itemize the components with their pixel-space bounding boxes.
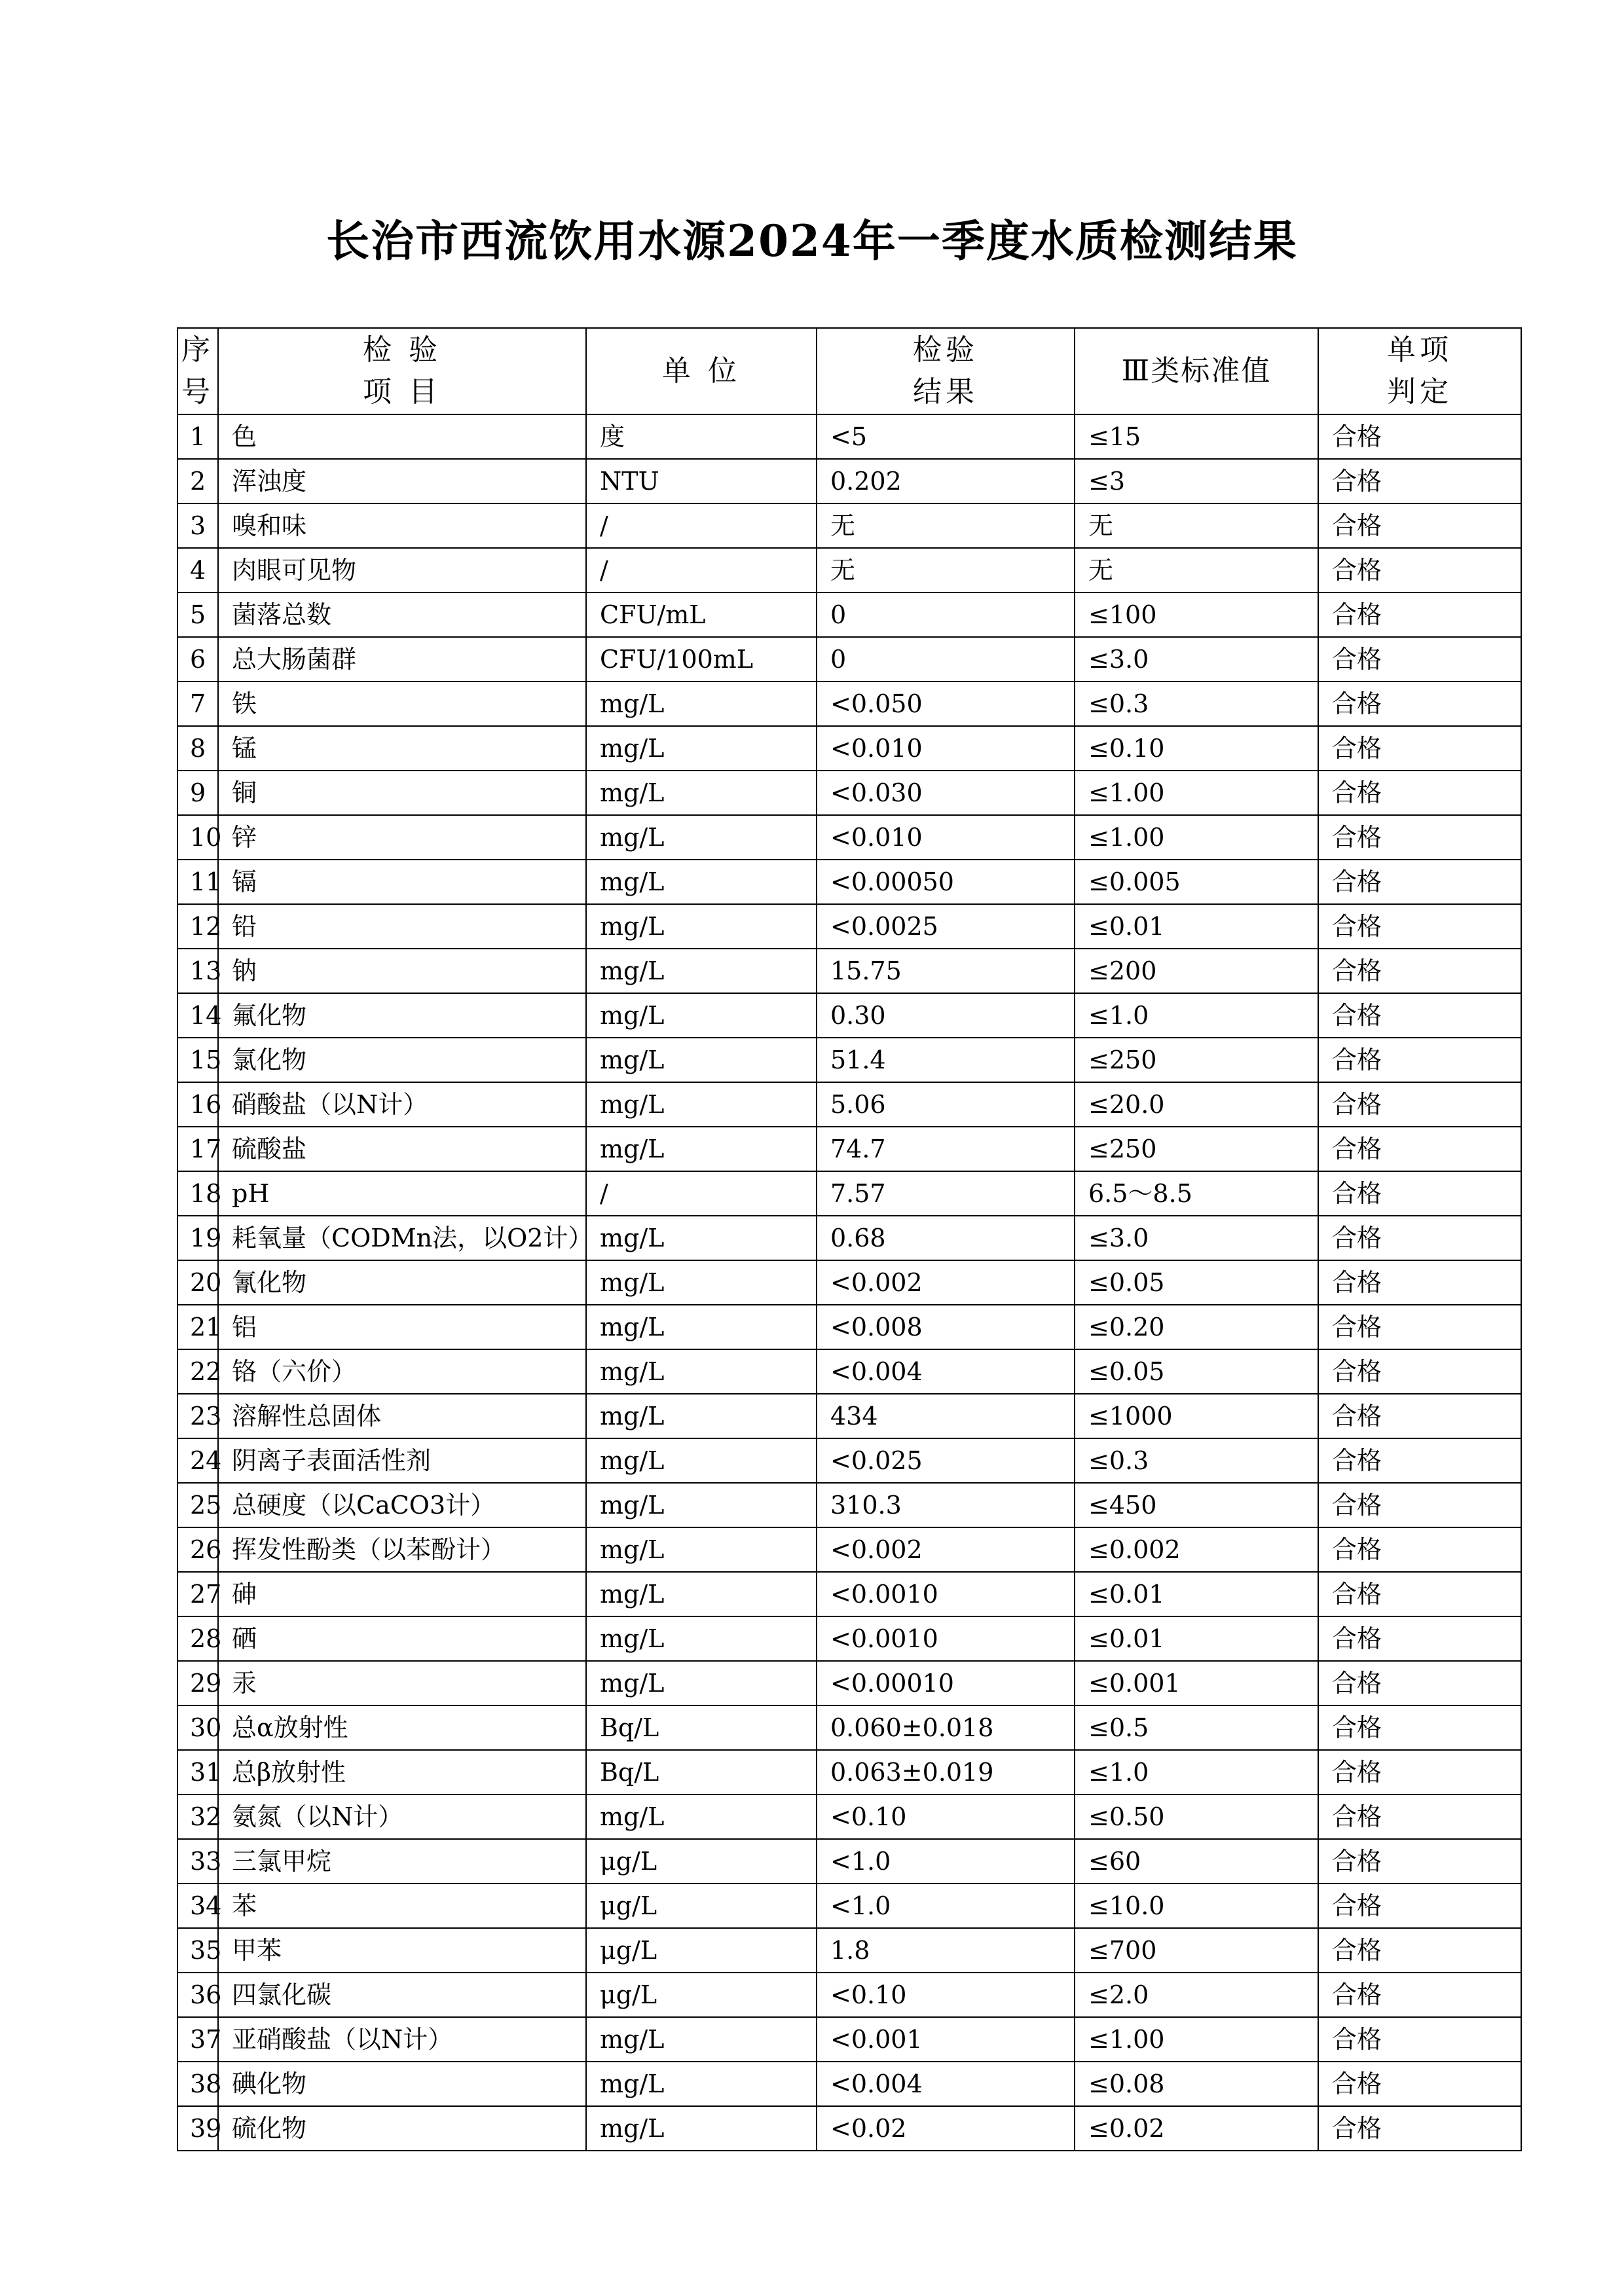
cell-standard: ≤1.0: [1075, 993, 1318, 1038]
cell-no: 15: [177, 1038, 218, 1082]
table-row: [177, 1394, 1521, 1438]
cell-standard: ≤1.00: [1075, 815, 1318, 860]
table-row: [177, 414, 1521, 459]
cell-no: 14: [177, 993, 218, 1038]
cell-standard: ≤15: [1075, 414, 1318, 459]
cell-no: 16: [177, 1082, 218, 1127]
cell-item: 总硬度（以CaCO3计）: [218, 1483, 586, 1527]
cell-no: 28: [177, 1616, 218, 1661]
cell-unit: CFU/mL: [586, 592, 817, 637]
cell-judgement: 合格: [1318, 1795, 1521, 1839]
cell-judgement: 合格: [1318, 1750, 1521, 1795]
cell-judgement: 合格: [1318, 1572, 1521, 1616]
header-item-line: 项 目: [363, 375, 441, 409]
table-row: [177, 1705, 1521, 1750]
cell-result: <0.030: [817, 771, 1075, 815]
cell-unit: μg/L: [586, 1928, 817, 1973]
table-row: [177, 1349, 1521, 1394]
table-row: [177, 1795, 1521, 1839]
cell-judgement: 合格: [1318, 682, 1521, 726]
header-judgement-line: 判定: [1387, 375, 1452, 409]
cell-unit: mg/L: [586, 1127, 817, 1171]
cell-standard: ≤20.0: [1075, 1082, 1318, 1127]
cell-unit: mg/L: [586, 1438, 817, 1483]
cell-item: 阴离子表面活性剂: [218, 1438, 586, 1483]
cell-result: <0.0010: [817, 1572, 1075, 1616]
cell-unit: mg/L: [586, 1795, 817, 1839]
cell-result: <0.00050: [817, 860, 1075, 904]
table-row: [177, 1483, 1521, 1527]
cell-no: 30: [177, 1705, 218, 1750]
cell-unit: mg/L: [586, 1038, 817, 1082]
cell-unit: mg/L: [586, 1527, 817, 1572]
cell-result: 无: [817, 548, 1075, 592]
table-row: [177, 815, 1521, 860]
cell-result: 1.8: [817, 1928, 1075, 1973]
cell-unit: μg/L: [586, 1839, 817, 1884]
cell-no: 5: [177, 592, 218, 637]
cell-judgement: 合格: [1318, 904, 1521, 949]
cell-unit: mg/L: [586, 682, 817, 726]
cell-judgement: 合格: [1318, 1973, 1521, 2017]
cell-standard: ≤0.001: [1075, 1661, 1318, 1705]
table-row: [177, 993, 1521, 1038]
cell-judgement: 合格: [1318, 1216, 1521, 1260]
cell-no: 20: [177, 1260, 218, 1305]
cell-result: <0.002: [817, 1527, 1075, 1572]
cell-judgement: 合格: [1318, 771, 1521, 815]
cell-item: 挥发性酚类（以苯酚计）: [218, 1527, 586, 1572]
cell-result: <5: [817, 414, 1075, 459]
cell-result: <1.0: [817, 1884, 1075, 1928]
cell-item: 苯: [218, 1884, 586, 1928]
cell-item: 硒: [218, 1616, 586, 1661]
cell-standard: ≤700: [1075, 1928, 1318, 1973]
cell-result: 0.060±0.018: [817, 1705, 1075, 1750]
cell-no: 26: [177, 1527, 218, 1572]
cell-standard: ≤1.00: [1075, 2017, 1318, 2062]
cell-item: 氟化物: [218, 993, 586, 1038]
cell-judgement: 合格: [1318, 503, 1521, 548]
table-row: [177, 1082, 1521, 1127]
cell-item: 甲苯: [218, 1928, 586, 1973]
cell-item: 碘化物: [218, 2062, 586, 2106]
cell-no: 32: [177, 1795, 218, 1839]
cell-judgement: 合格: [1318, 726, 1521, 771]
cell-result: 0.202: [817, 459, 1075, 503]
cell-unit: mg/L: [586, 1483, 817, 1527]
cell-standard: ≤0.05: [1075, 1349, 1318, 1394]
cell-result: 5.06: [817, 1082, 1075, 1127]
cell-unit: mg/L: [586, 815, 817, 860]
cell-no: 19: [177, 1216, 218, 1260]
table-header-row: [177, 328, 1521, 414]
cell-judgement: 合格: [1318, 860, 1521, 904]
cell-no: 3: [177, 503, 218, 548]
table-row: [177, 1260, 1521, 1305]
cell-result: 0: [817, 637, 1075, 682]
cell-unit: Bq/L: [586, 1750, 817, 1795]
cell-result: 无: [817, 503, 1075, 548]
cell-standard: ≤0.01: [1075, 904, 1318, 949]
table-row: [177, 1750, 1521, 1795]
cell-judgement: 合格: [1318, 1082, 1521, 1127]
cell-item: 色: [218, 414, 586, 459]
cell-item: 汞: [218, 1661, 586, 1705]
cell-unit: μg/L: [586, 1884, 817, 1928]
cell-judgement: 合格: [1318, 1884, 1521, 1928]
cell-standard: ≤0.01: [1075, 1616, 1318, 1661]
table-row: [177, 1438, 1521, 1483]
cell-no: 36: [177, 1973, 218, 2017]
table-row: [177, 1171, 1521, 1216]
cell-result: <0.010: [817, 815, 1075, 860]
cell-item: 镉: [218, 860, 586, 904]
cell-no: 38: [177, 2062, 218, 2106]
table-row: [177, 1973, 1521, 2017]
cell-result: <1.0: [817, 1839, 1075, 1884]
cell-unit: Bq/L: [586, 1705, 817, 1750]
cell-judgement: 合格: [1318, 414, 1521, 459]
header-result-line: 检验: [913, 333, 978, 367]
cell-standard: ≤1.0: [1075, 1750, 1318, 1795]
cell-standard: ≤0.002: [1075, 1527, 1318, 1572]
cell-result: 310.3: [817, 1483, 1075, 1527]
cell-unit: mg/L: [586, 2017, 817, 2062]
cell-standard: ≤0.08: [1075, 2062, 1318, 2106]
cell-unit: /: [586, 503, 817, 548]
cell-judgement: 合格: [1318, 1171, 1521, 1216]
cell-result: 15.75: [817, 949, 1075, 993]
cell-unit: mg/L: [586, 1082, 817, 1127]
header-standard: [1075, 328, 1318, 414]
cell-result: <0.050: [817, 682, 1075, 726]
cell-item: 铁: [218, 682, 586, 726]
cell-unit: μg/L: [586, 1973, 817, 2017]
cell-result: <0.010: [817, 726, 1075, 771]
cell-no: 13: [177, 949, 218, 993]
cell-no: 21: [177, 1305, 218, 1349]
cell-unit: mg/L: [586, 771, 817, 815]
cell-item: 氯化物: [218, 1038, 586, 1082]
cell-standard: ≤250: [1075, 1038, 1318, 1082]
cell-item: 溶解性总固体: [218, 1394, 586, 1438]
cell-standard: ≤0.3: [1075, 682, 1318, 726]
cell-result: 0.063±0.019: [817, 1750, 1075, 1795]
table-row: [177, 2017, 1521, 2062]
cell-judgement: 合格: [1318, 1527, 1521, 1572]
cell-standard: ≤250: [1075, 1127, 1318, 1171]
cell-unit: mg/L: [586, 1305, 817, 1349]
header-no: [177, 328, 218, 414]
cell-judgement: 合格: [1318, 548, 1521, 592]
table-row: [177, 592, 1521, 637]
cell-no: 29: [177, 1661, 218, 1705]
cell-standard: ≤450: [1075, 1483, 1318, 1527]
cell-judgement: 合格: [1318, 815, 1521, 860]
table-row: [177, 548, 1521, 592]
cell-result: 51.4: [817, 1038, 1075, 1082]
cell-result: <0.004: [817, 1349, 1075, 1394]
cell-standard: 无: [1075, 548, 1318, 592]
cell-standard: ≤10.0: [1075, 1884, 1318, 1928]
cell-item: 三氯甲烷: [218, 1839, 586, 1884]
cell-result: 0.68: [817, 1216, 1075, 1260]
cell-standard: ≤1.00: [1075, 771, 1318, 815]
cell-item: 铜: [218, 771, 586, 815]
cell-unit: NTU: [586, 459, 817, 503]
cell-unit: mg/L: [586, 860, 817, 904]
table-row: [177, 860, 1521, 904]
table-row: [177, 1616, 1521, 1661]
table-row: [177, 1127, 1521, 1171]
cell-judgement: 合格: [1318, 1705, 1521, 1750]
header-item: [218, 328, 586, 414]
cell-no: 6: [177, 637, 218, 682]
cell-item: 氰化物: [218, 1260, 586, 1305]
table-row: [177, 726, 1521, 771]
cell-standard: 6.5～8.5: [1075, 1171, 1318, 1216]
cell-no: 33: [177, 1839, 218, 1884]
cell-judgement: 合格: [1318, 459, 1521, 503]
cell-result: <0.10: [817, 1795, 1075, 1839]
cell-standard: ≤2.0: [1075, 1973, 1318, 2017]
cell-judgement: 合格: [1318, 1305, 1521, 1349]
table-row: [177, 1884, 1521, 1928]
header-unit: [586, 328, 817, 414]
cell-item: 总β放射性: [218, 1750, 586, 1795]
table-row: [177, 1305, 1521, 1349]
cell-no: 17: [177, 1127, 218, 1171]
cell-item: 锌: [218, 815, 586, 860]
cell-standard: ≤3.0: [1075, 637, 1318, 682]
cell-judgement: 合格: [1318, 1438, 1521, 1483]
cell-unit: CFU/100mL: [586, 637, 817, 682]
cell-judgement: 合格: [1318, 2062, 1521, 2106]
cell-unit: /: [586, 1171, 817, 1216]
header-judgement: [1318, 328, 1521, 414]
cell-item: 四氯化碳: [218, 1973, 586, 2017]
cell-result: 434: [817, 1394, 1075, 1438]
cell-no: 1: [177, 414, 218, 459]
cell-unit: mg/L: [586, 1260, 817, 1305]
cell-no: 12: [177, 904, 218, 949]
cell-unit: mg/L: [586, 2106, 817, 2151]
cell-judgement: 合格: [1318, 993, 1521, 1038]
cell-judgement: 合格: [1318, 592, 1521, 637]
cell-standard: ≤0.20: [1075, 1305, 1318, 1349]
table-row: [177, 2106, 1521, 2151]
cell-result: <0.02: [817, 2106, 1075, 2151]
table-row: [177, 682, 1521, 726]
cell-result: <0.10: [817, 1973, 1075, 2017]
table-row: [177, 1839, 1521, 1884]
cell-no: 34: [177, 1884, 218, 1928]
cell-judgement: 合格: [1318, 1661, 1521, 1705]
cell-no: 8: [177, 726, 218, 771]
table-row: [177, 1572, 1521, 1616]
cell-result: <0.0010: [817, 1616, 1075, 1661]
cell-unit: mg/L: [586, 1616, 817, 1661]
cell-no: 39: [177, 2106, 218, 2151]
cell-no: 2: [177, 459, 218, 503]
cell-unit: /: [586, 548, 817, 592]
header-unit-line: 单 位: [662, 354, 741, 388]
cell-judgement: 合格: [1318, 1127, 1521, 1171]
cell-item: 铅: [218, 904, 586, 949]
cell-result: <0.008: [817, 1305, 1075, 1349]
cell-standard: ≤3.0: [1075, 1216, 1318, 1260]
cell-no: 7: [177, 682, 218, 726]
cell-unit: 度: [586, 414, 817, 459]
cell-unit: mg/L: [586, 2062, 817, 2106]
cell-standard: ≤0.3: [1075, 1438, 1318, 1483]
cell-unit: mg/L: [586, 726, 817, 771]
cell-unit: mg/L: [586, 1572, 817, 1616]
table-row: [177, 2062, 1521, 2106]
cell-judgement: 合格: [1318, 1928, 1521, 1973]
cell-item: 嗅和味: [218, 503, 586, 548]
cell-standard: ≤0.02: [1075, 2106, 1318, 2151]
table-row: [177, 503, 1521, 548]
cell-unit: mg/L: [586, 1216, 817, 1260]
cell-no: 25: [177, 1483, 218, 1527]
cell-standard: ≤60: [1075, 1839, 1318, 1884]
cell-standard: 无: [1075, 503, 1318, 548]
cell-no: 10: [177, 815, 218, 860]
table-row: [177, 771, 1521, 815]
cell-unit: mg/L: [586, 949, 817, 993]
cell-item: 铝: [218, 1305, 586, 1349]
cell-result: 7.57: [817, 1171, 1075, 1216]
cell-result: 0: [817, 592, 1075, 637]
results-table: [177, 327, 1522, 2151]
cell-item: 铬（六价）: [218, 1349, 586, 1394]
cell-unit: mg/L: [586, 993, 817, 1038]
cell-judgement: 合格: [1318, 2017, 1521, 2062]
cell-unit: mg/L: [586, 1661, 817, 1705]
table-row: [177, 949, 1521, 993]
cell-no: 24: [177, 1438, 218, 1483]
cell-judgement: 合格: [1318, 1394, 1521, 1438]
cell-no: 22: [177, 1349, 218, 1394]
cell-result: 74.7: [817, 1127, 1075, 1171]
cell-standard: ≤0.05: [1075, 1260, 1318, 1305]
header-item-line: 检 验: [363, 333, 441, 367]
cell-no: 4: [177, 548, 218, 592]
cell-item: pH: [218, 1171, 586, 1216]
header-result-line: 结果: [913, 375, 978, 409]
cell-result: <0.004: [817, 2062, 1075, 2106]
cell-judgement: 合格: [1318, 1260, 1521, 1305]
cell-no: 9: [177, 771, 218, 815]
cell-judgement: 合格: [1318, 1349, 1521, 1394]
cell-item: 耗氧量（CODMn法，以O2计）: [218, 1216, 586, 1260]
table-row: [177, 1216, 1521, 1260]
cell-no: 11: [177, 860, 218, 904]
cell-result: <0.001: [817, 2017, 1075, 2062]
cell-result: 0.30: [817, 993, 1075, 1038]
cell-item: 菌落总数: [218, 592, 586, 637]
cell-item: 氨氮（以N计）: [218, 1795, 586, 1839]
page-title: 长治市西流饮用水源2024年一季度水质检测结果: [326, 215, 1298, 266]
cell-no: 27: [177, 1572, 218, 1616]
table-row: [177, 1661, 1521, 1705]
table-row: [177, 459, 1521, 503]
header-judgement-line: 单项: [1387, 333, 1452, 367]
table-row: [177, 1928, 1521, 1973]
cell-standard: ≤0.01: [1075, 1572, 1318, 1616]
cell-judgement: 合格: [1318, 1483, 1521, 1527]
cell-item: 亚硝酸盐（以N计）: [218, 2017, 586, 2062]
cell-standard: ≤0.005: [1075, 860, 1318, 904]
table-row: [177, 637, 1521, 682]
header-no-line: 号: [181, 375, 214, 409]
cell-result: <0.025: [817, 1438, 1075, 1483]
cell-item: 浑浊度: [218, 459, 586, 503]
cell-standard: ≤3: [1075, 459, 1318, 503]
cell-standard: ≤200: [1075, 949, 1318, 993]
cell-standard: ≤0.50: [1075, 1795, 1318, 1839]
cell-judgement: 合格: [1318, 637, 1521, 682]
cell-standard: ≤0.10: [1075, 726, 1318, 771]
table-row: [177, 904, 1521, 949]
cell-standard: ≤0.5: [1075, 1705, 1318, 1750]
cell-standard: ≤1000: [1075, 1394, 1318, 1438]
cell-unit: mg/L: [586, 1394, 817, 1438]
cell-result: <0.002: [817, 1260, 1075, 1305]
cell-item: 硫化物: [218, 2106, 586, 2151]
cell-no: 23: [177, 1394, 218, 1438]
cell-item: 肉眼可见物: [218, 548, 586, 592]
cell-judgement: 合格: [1318, 2106, 1521, 2151]
cell-standard: ≤100: [1075, 592, 1318, 637]
cell-item: 砷: [218, 1572, 586, 1616]
cell-judgement: 合格: [1318, 949, 1521, 993]
cell-item: 硫酸盐: [218, 1127, 586, 1171]
header-result: [817, 328, 1075, 414]
cell-judgement: 合格: [1318, 1839, 1521, 1884]
cell-item: 钠: [218, 949, 586, 993]
cell-result: <0.00010: [817, 1661, 1075, 1705]
cell-judgement: 合格: [1318, 1038, 1521, 1082]
table-row: [177, 1038, 1521, 1082]
cell-item: 硝酸盐（以N计）: [218, 1082, 586, 1127]
cell-item: 总大肠菌群: [218, 637, 586, 682]
cell-no: 37: [177, 2017, 218, 2062]
cell-result: <0.0025: [817, 904, 1075, 949]
cell-judgement: 合格: [1318, 1616, 1521, 1661]
cell-no: 18: [177, 1171, 218, 1216]
cell-unit: mg/L: [586, 1349, 817, 1394]
cell-item: 总α放射性: [218, 1705, 586, 1750]
cell-item: 锰: [218, 726, 586, 771]
header-no-line: 序: [181, 333, 214, 367]
cell-unit: mg/L: [586, 904, 817, 949]
cell-no: 31: [177, 1750, 218, 1795]
table-row: [177, 1527, 1521, 1572]
cell-no: 35: [177, 1928, 218, 1973]
header-standard-line: Ⅲ类标准值: [1121, 354, 1272, 388]
table-body: [177, 414, 1521, 2151]
